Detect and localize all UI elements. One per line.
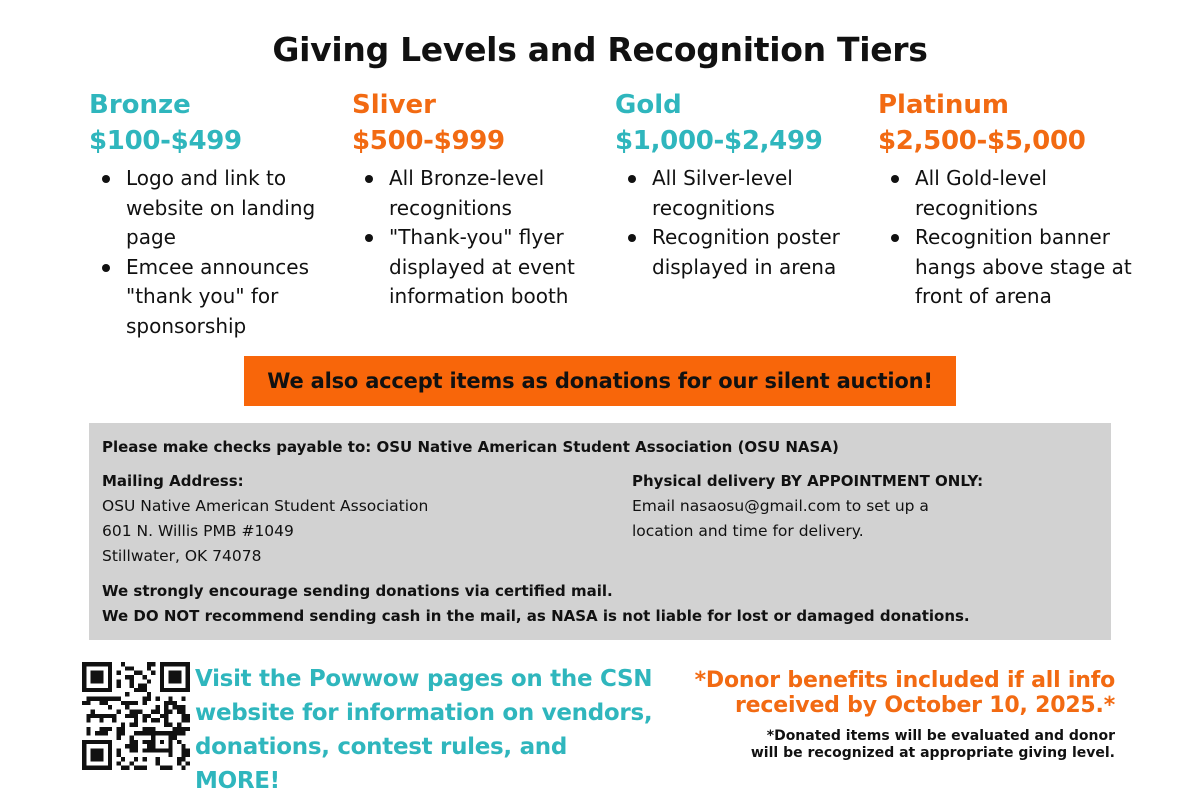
bullet-icon: [628, 234, 636, 242]
list-item: "Thank-you" flyer displayed at event information booth: [352, 223, 607, 312]
list-item: Recognition poster displayed in arena: [615, 223, 870, 282]
tier-platinum: [878, 88, 1133, 312]
bullet-icon: [628, 175, 636, 183]
list-item: All Silver-level recognitions: [615, 164, 870, 223]
list-item: Recognition banner hangs above stage at front of arena: [878, 223, 1133, 312]
qr-code-icon[interactable]: [82, 662, 190, 770]
physical-delivery: [632, 469, 1102, 544]
bullet-icon: [102, 264, 110, 272]
tier-bronze: [89, 88, 344, 341]
tier-name: Platinum: [878, 90, 1009, 120]
delivery-header: Physical delivery BY APPOINTMENT ONLY:: [632, 472, 984, 490]
payment-info-box: [89, 423, 1111, 640]
tier-range: $500-$999: [352, 126, 505, 156]
delivery-line: location and time for delivery.: [632, 522, 864, 540]
tier-gold: [615, 88, 870, 282]
tier-sliver: [352, 88, 607, 312]
certified-mail-note: We strongly encourage sending donations via certified mail.: [102, 582, 613, 600]
list-item: Logo and link to website on landing page: [89, 164, 344, 253]
cash-warning-note: We DO NOT recommend sending cash in the mail, as NASA is not liable for lost or damaged donations.: [102, 607, 970, 625]
tier-benefits-list: [615, 164, 870, 282]
tier-benefits-list: [352, 164, 607, 312]
address-line: 601 N. Willis PMB #1049: [102, 522, 294, 540]
bullet-icon: [365, 175, 373, 183]
address-columns: [102, 469, 1098, 573]
tier-name: Gold: [615, 90, 682, 120]
address-line: Stillwater, OK 74078: [102, 547, 262, 565]
bullet-icon: [365, 234, 373, 242]
mailing-address: [102, 469, 622, 569]
mail-notes: [102, 579, 1098, 629]
visit-csn-text: Visit the Powwow pages on the CSN website for information on vendors, donations, contest rules, and MORE!: [195, 666, 653, 794]
list-item: Emcee announces "thank you" for sponsorship: [89, 253, 344, 342]
auction-banner: We also accept items as donations for our silent auction!: [244, 356, 956, 406]
bullet-icon: [891, 175, 899, 183]
tier-name: Bronze: [89, 90, 191, 120]
tier-benefits-list: [878, 164, 1133, 312]
tier-benefits-list: [89, 164, 344, 341]
tier-range: $100-$499: [89, 126, 242, 156]
page-title: Giving Levels and Recognition Tiers: [272, 30, 928, 69]
tier-range: $1,000-$2,499: [615, 126, 823, 156]
address-line: OSU Native American Student Association: [102, 497, 429, 515]
donor-deadline: *Donor benefits included if all info received by October 10, 2025.*: [694, 668, 1115, 718]
bullet-icon: [102, 175, 110, 183]
delivery-line: Email nasaosu@gmail.com to set up a: [632, 497, 929, 515]
mailing-header: Mailing Address:: [102, 472, 244, 490]
tier-range: $2,500-$5,000: [878, 126, 1086, 156]
list-item: All Gold-level recognitions: [878, 164, 1133, 223]
bullet-icon: [891, 234, 899, 242]
tier-name: Sliver: [352, 90, 436, 120]
payable-note: Please make checks payable to: OSU Native American Student Association (OSU NASA): [102, 438, 839, 456]
list-item: All Bronze-level recognitions: [352, 164, 607, 223]
donated-items-note: *Donated items will be evaluated and donor will be recognized at appropriate giving level.: [750, 728, 1115, 761]
